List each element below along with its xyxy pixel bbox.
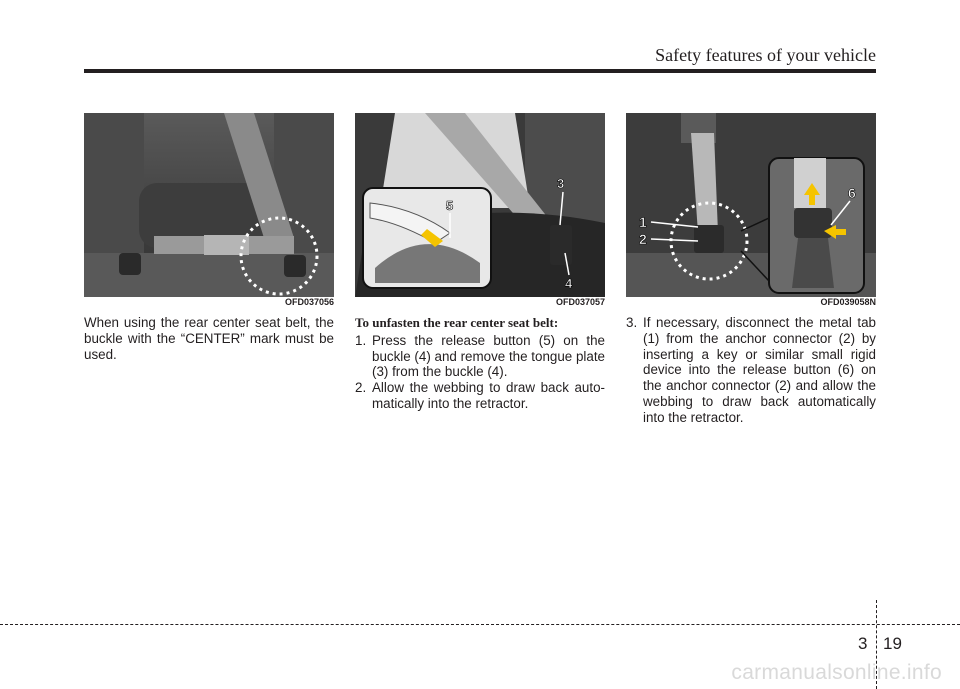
section-heading: To unfasten the rear center seat belt:	[355, 315, 559, 330]
center-belt-note: When using the rear center seat belt, the buckle with the “CENTER” mark must be used.	[84, 315, 334, 362]
callout-4: 4	[565, 276, 573, 291]
step-item	[355, 333, 605, 380]
step-text: Press the release button (5) on the buckle (4) and remove the tongue plate (3) from the buckle (4).	[372, 332, 605, 380]
callout-3: 3	[557, 176, 565, 191]
figure-rear-center-belt	[84, 113, 334, 308]
page-header-title: Safety features of your vehicle	[655, 45, 876, 65]
callout-6: 6	[848, 185, 856, 201]
column-3-text	[626, 315, 876, 426]
watermark: carmanualsonline.info	[731, 661, 942, 684]
callout-2: 2	[639, 231, 647, 247]
figure-code: OFD037056	[284, 297, 334, 307]
column-1-text	[84, 315, 334, 362]
step-text: Allow the webbing to draw back auto-matically into the retractor.	[372, 380, 605, 411]
chapter-number: 3	[858, 634, 868, 653]
step-number: 2.	[355, 380, 367, 396]
figure-code: OFD037057	[555, 297, 605, 307]
figure-code: OFD039058N	[820, 297, 876, 307]
column-2-text	[355, 315, 605, 412]
footer-rule	[0, 624, 960, 625]
callout-1: 1	[639, 214, 647, 230]
step-text: If necessary, disconnect the metal tab (1) from the anchor connector (2) by inserting a key or similar small rigid device into the release button (6) on the anchor connector (2) and allow the webbing to draw back automatically into the retractor.	[643, 315, 876, 425]
step-item	[626, 315, 876, 426]
callout-5: 5	[446, 198, 454, 213]
seat-belt-illustration-3	[626, 113, 876, 298]
figure-disconnect-anchor	[626, 113, 876, 308]
step-number: 1.	[355, 332, 367, 348]
page-number: 19	[883, 634, 902, 653]
seat-belt-illustration-1	[84, 113, 334, 298]
step-number: 3.	[626, 315, 638, 330]
figure-unfasten-belt	[355, 113, 605, 308]
step-item	[355, 380, 605, 412]
header-rule	[84, 69, 876, 73]
seat-belt-illustration-2	[355, 113, 605, 298]
